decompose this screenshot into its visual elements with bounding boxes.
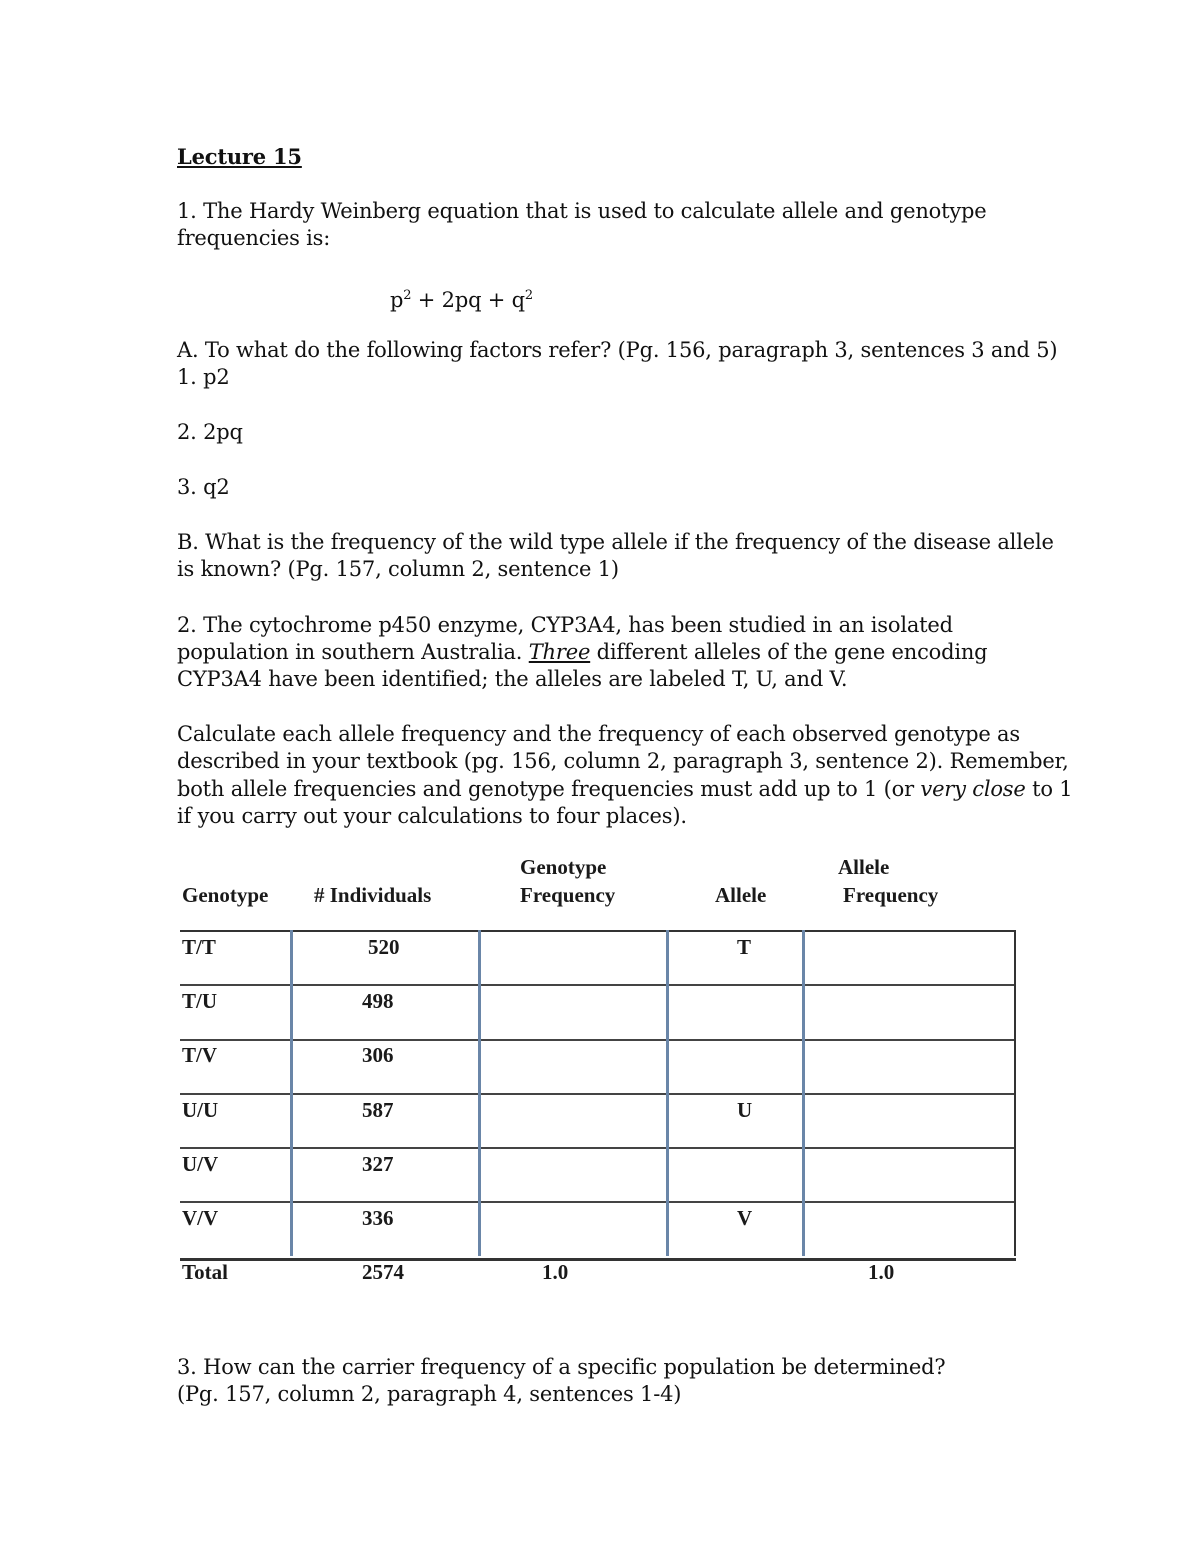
instructions-line-4: if you carry out your calculations to four places). <box>177 804 687 828</box>
total-individuals: 2574 <box>362 1260 404 1284</box>
cell-allele: T <box>737 935 752 959</box>
instructions-line-1: Calculate each allele frequency and the frequency of each observed genotype as <box>177 722 1020 746</box>
question-1-line-1: 1. The Hardy Weinberg equation that is used to calculate allele and genotype <box>177 199 987 223</box>
total-allele-frequency: 1.0 <box>868 1260 895 1284</box>
cell-individuals: 306 <box>362 1043 394 1067</box>
cell-individuals: 336 <box>362 1206 394 1230</box>
cell-genotype: T/T <box>182 935 216 959</box>
cell-allele: U <box>737 1098 753 1122</box>
question-2-line-3: CYP3A4 have been identified; the alleles are labeled T, U, and V. <box>177 667 848 691</box>
question-2-line-2: population in southern Australia. Three different alleles of the gene encoding <box>177 640 988 664</box>
page-title: Lecture 15 <box>177 144 302 169</box>
cell-allele: V <box>737 1206 753 1230</box>
factor-item-3: 3. q2 <box>177 475 230 499</box>
total-genotype-frequency: 1.0 <box>542 1260 569 1284</box>
column-divider <box>478 930 481 1256</box>
hardy-weinberg-equation: $p^2 + 2pq + q^2$ <box>390 288 533 312</box>
header-allele-frequency-line-2: Frequency <box>843 883 939 907</box>
cell-genotype: V/V <box>182 1206 219 1230</box>
header-genotype-frequency-line-1: Genotype <box>520 855 607 879</box>
cell-genotype: T/V <box>182 1043 218 1067</box>
question-3-line-1: 3. How can the carrier frequency of a specific population be determined? <box>177 1355 946 1379</box>
column-divider <box>666 930 669 1256</box>
cell-individuals: 520 <box>368 935 400 959</box>
cell-genotype: U/V <box>182 1152 219 1176</box>
column-divider <box>290 930 293 1256</box>
question-2-line-1: 2. The cytochrome p450 enzyme, CYP3A4, has been studied in an isolated <box>177 613 953 637</box>
cell-genotype: U/U <box>182 1098 219 1122</box>
question-1-line-2: frequencies is: <box>177 226 331 250</box>
row-divider <box>180 1147 1016 1149</box>
header-genotype: Genotype <box>182 883 269 907</box>
question-1b-line-1: B. What is the frequency of the wild type allele if the frequency of the disease allele <box>177 530 1054 554</box>
cell-individuals: 587 <box>362 1098 394 1122</box>
row-divider <box>180 1201 1016 1203</box>
emphasis-three: Three <box>528 640 591 664</box>
factor-item-1: 1. p2 <box>177 365 230 389</box>
table-grid <box>180 930 1016 1261</box>
row-divider <box>180 1093 1016 1095</box>
question-1b-line-2: is known? (Pg. 157, column 2, sentence 1) <box>177 557 619 581</box>
instructions-line-3: both allele frequencies and genotype frequencies must add up to 1 (or very close to 1 <box>177 777 1073 801</box>
row-divider <box>180 984 1016 986</box>
instructions-line-2: described in your textbook (pg. 156, column 2, paragraph 3, sentence 2). Remember, <box>177 749 1069 773</box>
row-divider <box>180 1039 1016 1041</box>
question-3-line-2: (Pg. 157, column 2, paragraph 4, sentences 1-4) <box>177 1382 682 1406</box>
factor-item-2: 2. 2pq <box>177 420 243 444</box>
header-individuals: # Individuals <box>314 883 432 907</box>
cell-genotype: T/U <box>182 989 218 1013</box>
cell-individuals: 327 <box>362 1152 394 1176</box>
emphasis-very-close: very close <box>920 777 1026 801</box>
header-allele-frequency-line-1: Allele <box>838 855 890 879</box>
cell-individuals: 498 <box>362 989 394 1013</box>
header-genotype-frequency-line-2: Frequency <box>520 883 616 907</box>
total-label: Total <box>182 1260 228 1284</box>
column-divider <box>802 930 805 1256</box>
question-1a: A. To what do the following factors refer? (Pg. 156, paragraph 3, sentences 3 and 5) <box>177 338 1058 362</box>
header-allele: Allele <box>715 883 767 907</box>
genotype-frequency-table <box>180 850 1020 1290</box>
column-divider <box>1014 930 1016 1256</box>
